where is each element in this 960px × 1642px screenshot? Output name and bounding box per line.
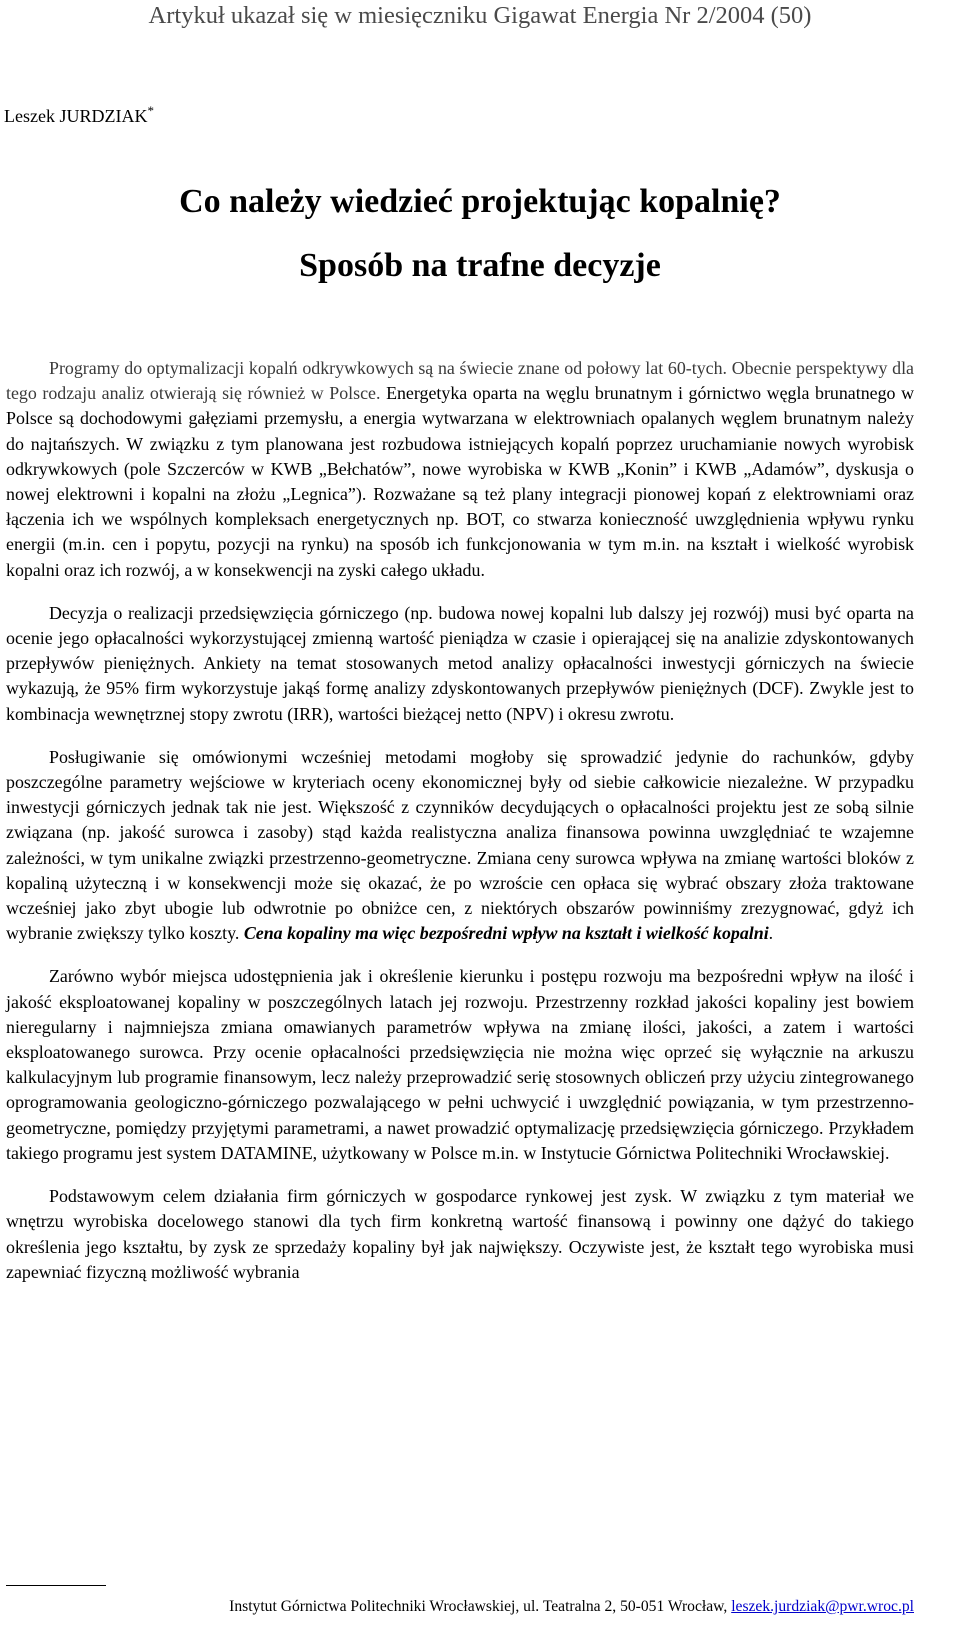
paragraph-3-text: Posługiwanie się omówionymi wcześniej metodami mogłoby się sprowadzić jedynie do rachunków, gdyby poszczególne parametry wejściowe w kryteriach oceny ekonomicznej były od siebie całkowicie niezależne. W przypadku inwestycji górniczych jednak tak nie jest. Większość z czynników decydujących o opłacalności projektu jest ze sobą silnie związana (np. jakość surowca i zasoby) stąd każda realistyczna analiza finansowa powinna uwzględniać te wzajemne zależności, w tym unikalne związki przestrzenno-geometryczne. Zmiana ceny surowca wpływa na zmianę wartości bloków z kopaliną użyteczną i w konsekwencji może się okazać, że po wzroście cen opłaca się wybrać obszary złoża traktowane wcześniej jako zbyt ubogie lub odwrotnie po obniżce cen, z niektórych obszarów powinniśmy zrezygnować, gdyż ich wybranie zwiększy tylko koszty. [6, 746, 914, 944]
paragraph-3-emphasis: Cena kopaliny ma więc bezpośredni wpływ na kształt i wielkość kopalni [243, 923, 769, 944]
paragraph-3-end: . [768, 923, 774, 944]
article-title: Co należy wiedzieć projektując kopalnię? [179, 183, 781, 220]
paragraph-lead [6, 356, 914, 583]
article-body [6, 356, 914, 1303]
paragraph-1-text: Energetyka oparta na węglu brunatnym i górnictwo węgla brunatnego w Polsce są dochodowymi gałęziami przemysłu, a energia wytwarzana w elektrowniach opalanych węglem brunatnym należy do najtańszych. W związku z tym planowana jest rozbudowa istniejących kopalń poprzez uruchamianie nowych wyrobisk odkrywkowych (pole Szczerców w KWB „Bełchatów”, nowe wyrobiska w KWB „Konin” i KWB „Adamów”, dyskusja o nowej elektrowni i kopalni na złożu „Legnica”). Rozważane są też plany integracji pionowej kopań z elektrowniami oraz łączenia ich we wspólnych kompleksach energetycznych np. BOT, co stwarza konieczność uwzględnienia wpływu rynku energii (m.in. cen i popytu, pozycji na rynku) na sposób ich funkcjonowania w tym m.in. na kształt i wielkość wyrobisk kopalni oraz ich rozwój, a w konsekwencji na zyski całego układu. [6, 383, 914, 580]
author-email-link[interactable]: leszek.jurdziak@pwr.wroc.pl [731, 1598, 914, 1615]
journal-header: Artykuł ukazał się w miesięczniku Gigawat Energia Nr 2/2004 (50) [148, 2, 812, 29]
paragraph-5: Podstawowym celem działania firm górniczych w gospodarce rynkowej jest zysk. W związku z tym materiał we wnętrzu wyrobiska docelowego stanowi dla tych firm konkretną wartość finansową i powinny one dążyć do takiego określenia jego kształtu, by zysk ze sprzedaży kopaliny był jak największy. Oczywiste jest, że kształt tego wyrobiska musi zapewniać fizyczną możliwość wybrania [6, 1186, 914, 1282]
paragraph-3 [6, 745, 914, 947]
author-footnote-mark: * [147, 103, 154, 118]
lead-text: Programy do optymalizacji kopalń odkrywkowych są na świecie znane od połowy lat 60-tych. Obecnie perspektywy dla tego rodzaju analiz otwierają się również w Polsce. [6, 358, 914, 404]
paragraph-4: Zarówno wybór miejsca udostępnienia jak i określenie kierunku i postępu rozwoju ma bezpośredni wpływ na ilość i jakość eksploatowanej kopaliny w poszczególnych latach jej rozwoju. Przestrzenny rozkład jakości kopaliny jest bowiem nieregularny i najmniejsza zmiana omawianych parametrów wpływa na zmianę ilości, jakości, a zatem i wartości eksploatowanego surowca. Przy ocenie opłacalności przedsięwzięcia nie można więc oprzeć się wyłącznie na arkuszu kalkulacyjnym lub programie finansowym, lecz należy przeprowadzić serię stosownych obliczeń przy użyciu zintegrowanego oprogramowania geologiczno-górniczego pozwalającego w pełni uchwycić i uwzględnić powiązania, w tym przestrzenno-geometryczne, pomiędzy przyjętymi parametrami, a nawet prowadzić optymalizację przedsięwzięcia górniczego. Przykładem takiego programu jest system DATAMINE, użytkowany w Polsce m.in. w Instytucie Górnictwa Politechniki Wrocławskiej. [6, 966, 914, 1163]
paragraph-2: Decyzja o realizacji przedsięwzięcia górniczego (np. budowa nowej kopalni lub dalszy jej rozwój) musi być oparta na ocenie jego opłacalności wykorzystującej zmienną wartość pieniądza w czasie i opierającej się na analizie zdyskontowanych przepływów pieniężnych. Ankiety na temat stosowanych metod analizy opłacalności inwestycji górniczych na świecie wykazują, że 95% firm wykorzystuje jakąś formę analizy zdyskontowanych przepływów pieniężnych (DCF). Zwykle jest to kombinacja wewnętrznej stopy zwrotu (IRR), wartości bieżącej netto (NPV) i okresu zwrotu. [6, 602, 914, 724]
author-line [4, 105, 154, 127]
footnote [6, 1597, 914, 1617]
author-name: Leszek JURDZIAK [4, 106, 148, 126]
footnote-address: Instytut Górnictwa Politechniki Wrocławskiej, ul. Teatralna 2, 50-051 Wrocław, [229, 1598, 732, 1615]
footnote-divider [6, 1585, 106, 1586]
article-subtitle: Sposób na trafne decyzje [299, 247, 661, 284]
